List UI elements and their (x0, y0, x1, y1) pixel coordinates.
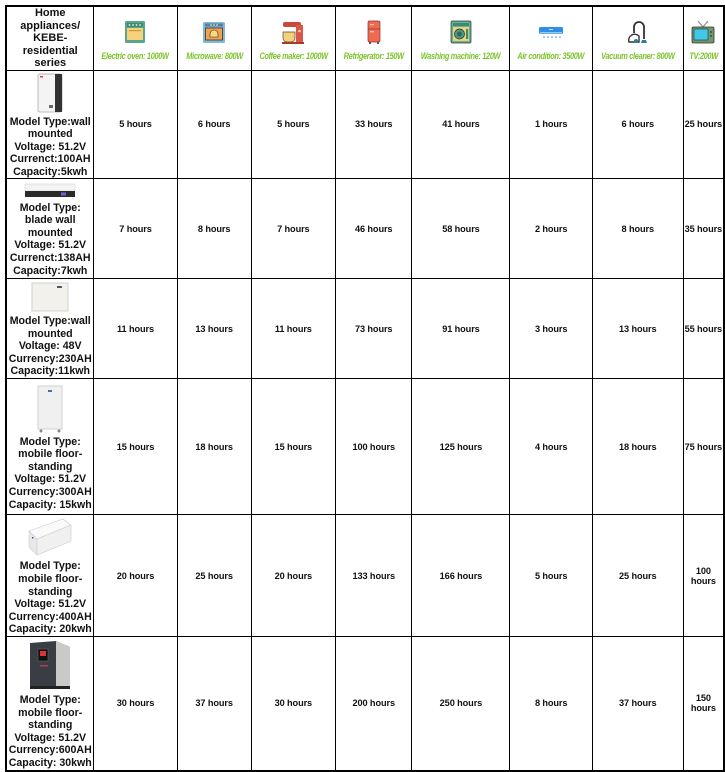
runtime-cell: 30 hours (251, 637, 335, 771)
runtime-cell: 166 hours (412, 515, 510, 637)
appliance-label: Coffee maker: 1000W (259, 51, 328, 62)
runtime-cell: 8 hours (177, 179, 251, 279)
runtime-cell: 125 hours (412, 379, 510, 515)
table-row (6, 179, 724, 279)
corner-header-line: KEBE-residential (22, 32, 78, 57)
spec-line: Voltage: 51.2V (14, 731, 87, 744)
runtime-cell: 58 hours (412, 179, 510, 279)
appliance-header-washing-machine (412, 6, 510, 70)
runtime-cell: 13 hours (177, 279, 251, 379)
runtime-cell: 6 hours (592, 70, 683, 179)
model-cell (6, 279, 94, 379)
runtime-cell: 100 hours (335, 379, 411, 515)
runtime-cell: 37 hours (592, 637, 683, 771)
spec-line: Voltage: 51.2V (14, 140, 87, 153)
runtime-cell: 7 hours (251, 179, 335, 279)
runtime-cell: 150 hours (683, 637, 724, 771)
spec-line: Capacity:11kwh (10, 365, 90, 378)
blade-wall-battery-image (24, 183, 76, 199)
runtime-cell: 30 hours (94, 637, 177, 771)
spec-line: Model Type:wall (9, 115, 91, 128)
spec-line: Capacity:7kwh (13, 264, 88, 277)
runtime-cell: 100 hours (683, 515, 724, 637)
runtime-cell: 4 hours (510, 379, 593, 515)
spec-line: Voltage: 48V (18, 340, 82, 353)
spec-line: Voltage: 51.2V (14, 239, 87, 252)
runtime-cell: 5 hours (251, 70, 335, 179)
runtime-cell: 250 hours (412, 637, 510, 771)
runtime-cell: 15 hours (94, 379, 177, 515)
appliance-header-refrigerator (335, 6, 411, 70)
runtime-cell: 3 hours (510, 279, 593, 379)
appliance-label: TV:200W (689, 51, 718, 62)
runtime-cell: 11 hours (251, 279, 335, 379)
model-cell (6, 379, 94, 515)
corner-header-line: appliances/ (20, 19, 81, 32)
floor-standing-battery-image (26, 639, 74, 691)
refrigerator-icon (361, 19, 387, 45)
appliance-label: Vacuum cleaner: 800W (601, 51, 675, 62)
spec-line: Currency:600AH (8, 744, 92, 757)
spec-line: Voltage: 51.2V (14, 598, 87, 611)
spec-line: Currency:400AH (8, 610, 92, 623)
spec-line: Voltage: 51.2V (14, 473, 87, 486)
spec-line: Model Type: (19, 560, 81, 573)
runtime-table (5, 5, 725, 772)
corner-header-line: Home (34, 7, 66, 19)
header-row (6, 6, 724, 70)
spec-line: Model Type: (19, 694, 81, 707)
runtime-cell: 91 hours (412, 279, 510, 379)
appliance-label: Electric oven: 1000W (101, 51, 170, 62)
model-cell (6, 637, 94, 771)
spec-line: blade wall (24, 214, 76, 227)
runtime-cell: 55 hours (683, 279, 724, 379)
appliance-header-air-conditioner (510, 6, 593, 70)
runtime-cell: 18 hours (177, 379, 251, 515)
tv-icon (690, 19, 716, 45)
runtime-cell: 25 hours (592, 515, 683, 637)
spec-line: Model Type:wall (9, 314, 91, 327)
runtime-cell: 20 hours (251, 515, 335, 637)
table-row (6, 637, 724, 771)
runtime-cell: 37 hours (177, 637, 251, 771)
vacuum-cleaner-icon (625, 19, 651, 45)
table-row (6, 515, 724, 637)
spec-line: Capacity:5kwh (13, 165, 88, 178)
wall-mounted-battery-image (31, 282, 69, 312)
appliance-header-microwave (177, 6, 251, 70)
spec-line: Currency:230AH (8, 352, 92, 365)
runtime-cell: 2 hours (510, 179, 593, 279)
spec-line: mobile floor- (18, 706, 83, 719)
runtime-cell: 75 hours (683, 379, 724, 515)
runtime-cell: 20 hours (94, 515, 177, 637)
runtime-cell: 41 hours (412, 70, 510, 179)
runtime-cell: 8 hours (510, 637, 593, 771)
table-row (6, 379, 724, 515)
runtime-cell: 133 hours (335, 515, 411, 637)
spec-line: mounted (27, 128, 73, 141)
spec-line: standing (28, 460, 73, 473)
wall-mounted-battery-image (37, 73, 63, 113)
runtime-cell: 6 hours (177, 70, 251, 179)
runtime-cell: 200 hours (335, 637, 411, 771)
washing-machine-icon (448, 19, 474, 45)
spec-line: mobile floor- (18, 573, 83, 586)
runtime-cell: 8 hours (592, 179, 683, 279)
runtime-cell: 25 hours (683, 70, 724, 179)
spec-line: standing (28, 719, 73, 732)
electric-oven-icon (122, 19, 148, 45)
floor-standing-battery-image (25, 517, 75, 557)
runtime-cell: 73 hours (335, 279, 411, 379)
model-cell (6, 179, 94, 279)
appliance-label: Microwave: 800W (185, 51, 243, 62)
runtime-cell: 35 hours (683, 179, 724, 279)
appliance-header-tv (683, 6, 724, 70)
microwave-icon (201, 19, 227, 45)
runtime-cell: 18 hours (592, 379, 683, 515)
spec-line: Model Type: (19, 201, 81, 214)
runtime-cell: 13 hours (592, 279, 683, 379)
runtime-cell: 11 hours (94, 279, 177, 379)
appliance-header-vacuum-cleaner (592, 6, 683, 70)
appliance-header-electric-oven (94, 6, 177, 70)
runtime-cell: 46 hours (335, 179, 411, 279)
model-cell (6, 70, 94, 179)
table-row (6, 70, 724, 179)
runtime-cell: 1 hours (510, 70, 593, 179)
corner-header-line: series (34, 57, 67, 69)
spec-line: Model Type: (19, 435, 81, 448)
runtime-cell: 25 hours (177, 515, 251, 637)
air-conditioner-icon (538, 19, 564, 45)
spec-line: Currenct:100AH (9, 153, 91, 166)
appliance-label: Air condition: 3500W (517, 51, 585, 62)
runtime-cell: 5 hours (510, 515, 593, 637)
spec-line: Capacity: 30kwh (8, 757, 92, 769)
spec-line: Capacity: 20kwh (8, 623, 92, 636)
model-cell (6, 515, 94, 637)
appliance-label: Refrigerator: 150W (343, 51, 404, 62)
spec-line: Capacity: 15kwh (8, 498, 92, 511)
runtime-cell: 5 hours (94, 70, 177, 179)
spec-line: mounted (27, 226, 73, 239)
spec-line: mounted (27, 327, 73, 340)
appliance-header-coffee-maker (251, 6, 335, 70)
spec-line: Currency:300AH (8, 486, 92, 499)
appliance-label: Washing machine: 120W (421, 51, 501, 62)
spec-line: Currenct:138AH (9, 252, 91, 265)
runtime-cell: 33 hours (335, 70, 411, 179)
corner-header (6, 6, 94, 70)
runtime-cell: 15 hours (251, 379, 335, 515)
spec-line: mobile floor- (18, 448, 83, 461)
coffee-maker-icon (280, 19, 306, 45)
runtime-cell: 7 hours (94, 179, 177, 279)
table-row (6, 279, 724, 379)
spec-line: standing (28, 585, 73, 598)
floor-standing-battery-image (36, 385, 64, 433)
